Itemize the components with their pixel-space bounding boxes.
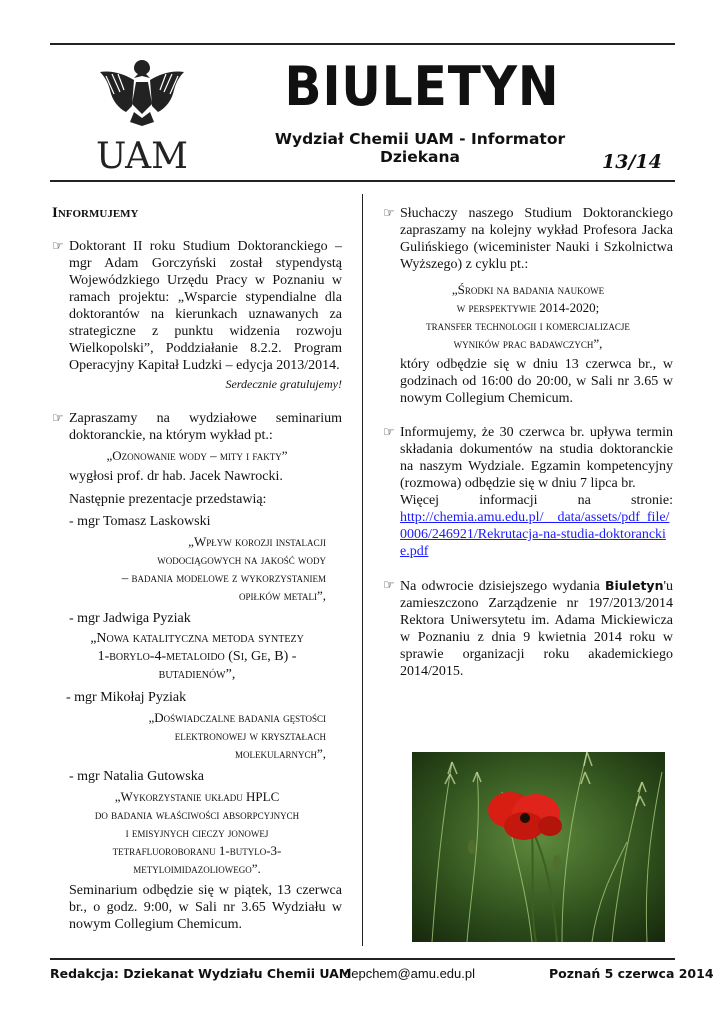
talk-title-line: i emisyjnych cieczy jonowej <box>125 825 269 840</box>
talk-title-line: „Wykorzystanie układu HPLC <box>114 789 280 804</box>
section-heading: Informujemy <box>52 205 139 221</box>
lecture-title: „Ozonowanie wody – mity i fakty” <box>106 448 288 463</box>
poppy-photo <box>412 752 665 942</box>
pointing-hand-icon: ☞ <box>383 578 395 593</box>
biuletyn-brand: Biuletyn <box>604 578 664 593</box>
talk-title-line: opiłków metali”, <box>238 588 326 603</box>
lecture-title <box>383 281 673 353</box>
talk-title-line: molekularnych”, <box>234 746 326 761</box>
top-rule <box>50 43 675 45</box>
recruitment-link[interactable]: http://chemia.amu.edu.pl/__data/assets/pdf_file/0006/246921/Rekrutacja-na-studia-doktoranckie.pdf <box>400 510 670 559</box>
talk-title-line: butadienów”, <box>158 667 236 682</box>
congratulations-note: Serdecznie gratulujemy! <box>225 377 342 391</box>
news-text: Słuchaczy naszego Studium Doktoranckiego zapraszamy na kolejny wykład Profesora Jacka Gulińskiego (wiceminister Nauki i Szkolnictwa Wyższego) z cyklu pt.: <box>400 206 673 272</box>
talk-title-line: tetrafluoroboranu 1-butylo-3- <box>112 843 282 858</box>
news-text-pre: Na odwrocie dzisiejszego wydania <box>400 579 605 594</box>
news-item-regulation <box>383 577 673 680</box>
lecture-speaker: wygłosi prof. dr hab. Jacek Nawrocki. <box>69 469 283 484</box>
lecture-title-line: transfer technologii i komercjalizacje <box>426 318 630 333</box>
header-bottom-rule <box>50 180 675 182</box>
talk-title <box>52 533 342 605</box>
talk-title-line: – badania modelowe z wykorzystaniem <box>121 570 326 585</box>
talk-title-line: „Doświadczalne badania gęstości <box>148 710 326 725</box>
left-column <box>52 205 342 933</box>
news-item-scholarship <box>52 238 342 374</box>
pointing-hand-icon: ☞ <box>383 206 395 221</box>
issue-number: 13/14 <box>602 151 662 173</box>
page-title: BIULETYN <box>284 55 560 118</box>
presentations-intro: Następnie prezentacje przedstawią: <box>69 492 267 507</box>
news-item-seminar <box>52 410 342 444</box>
talk-title-line: „Nowa katalityczna metoda syntezy <box>90 631 304 646</box>
talk-title-line: elektronowej w kryształach <box>174 728 326 743</box>
lecture-details: który odbędzie się w dniu 13 czerwca br., w godzinach od 16:00 do 20:00, w Sali nr 3.65 w nowym Collegium Chemicum. <box>400 357 673 406</box>
news-text-post: 'u zamieszczono Zarządzenie nr 197/2013/2014 Rektora Uniwersytetu im. Adama Mickiewicza w Poznaniu z dnia 9 kwietnia 2014 roku w sprawie organizacji roku akademickiego 2014/2015. <box>400 579 673 679</box>
pointing-hand-icon: ☞ <box>383 425 395 440</box>
news-text: Informujemy, że 30 czerwca br. upływa termin składania dokumentów na studia doktoranckie na naszym Wydziale. Egzamin kompetencyjny (rozmowa) odbędzie się w dniu 7 lipca br. <box>400 425 673 491</box>
talk-title-line: metyloimidazoliowego”. <box>133 861 261 876</box>
svg-text:UAM: UAM <box>95 136 189 177</box>
footer-editor: Redakcja: Dziekanat Wydziału Chemii UAM <box>50 966 352 981</box>
footer-date: Poznań 5 czerwca 2014 <box>549 966 714 981</box>
talk-title-line: do badania właściwości absorpcyjnych <box>94 807 300 822</box>
lecture-title-line: w perspektywie 2014-2020; <box>456 300 600 315</box>
talk-title-line: wodociągowych na jakość wody <box>157 552 326 567</box>
presenter-name: - mgr Mikołaj Pyziak <box>66 690 187 705</box>
talk-title <box>52 630 342 684</box>
right-column <box>383 205 673 680</box>
lecture-title-line: „Środki na badania naukowe <box>451 282 605 297</box>
talk-title-line: „Wpływ korozji instalacji <box>188 534 326 549</box>
lecture-title-line: wyników prac badawczych”, <box>453 336 603 351</box>
news-item-lecture <box>383 205 673 273</box>
footer-email: depchem@amu.edu.pl <box>344 966 475 981</box>
more-info-label: Więcej informacji na stronie: <box>400 493 673 508</box>
news-item-admission <box>383 424 673 492</box>
pointing-hand-icon: ☞ <box>52 239 64 254</box>
presenter-name: - mgr Natalia Gutowska <box>69 769 204 784</box>
column-divider <box>362 194 363 946</box>
presenter-name: - mgr Jadwiga Pyziak <box>69 611 191 626</box>
page-subtitle: Wydział Chemii UAM - Informator Dziekana <box>274 130 566 166</box>
talk-title <box>52 788 342 878</box>
pointing-hand-icon: ☞ <box>52 411 64 426</box>
eagle-crest-icon <box>92 50 192 178</box>
presenter-name: - mgr Tomasz Laskowski <box>69 514 211 529</box>
footer-rule <box>50 958 675 960</box>
talk-title <box>52 709 342 763</box>
news-text: Zapraszamy na wydziałowe seminarium doktoranckie, na którym wykład pt.: <box>69 411 342 443</box>
news-text: Doktorant II roku Studium Doktoranckiego – mgr Adam Gorczyński został stypendystą Wojewódzkiego Urzędu Pracy w Poznaniu w ramach projektu: „Wsparcie stypendialne dla doktorantów na kierunkach uznawanych za strategiczne z punktu widzenia rozwoju Wielkopolski”, Poddziałanie 8.2.2. Program Operacyjny Kapitał Ludzki – edycja 2013/2014. <box>69 239 342 373</box>
seminar-details: Seminarium odbędzie się w piątek, 13 czerwca br., o godz. 9:00, w Sali nr 3.65 Wydziału w nowym Collegium Chemicum. <box>69 883 342 932</box>
talk-title-line: 1-borylo-4-metaloido (Si, Ge, B) - <box>97 649 297 664</box>
